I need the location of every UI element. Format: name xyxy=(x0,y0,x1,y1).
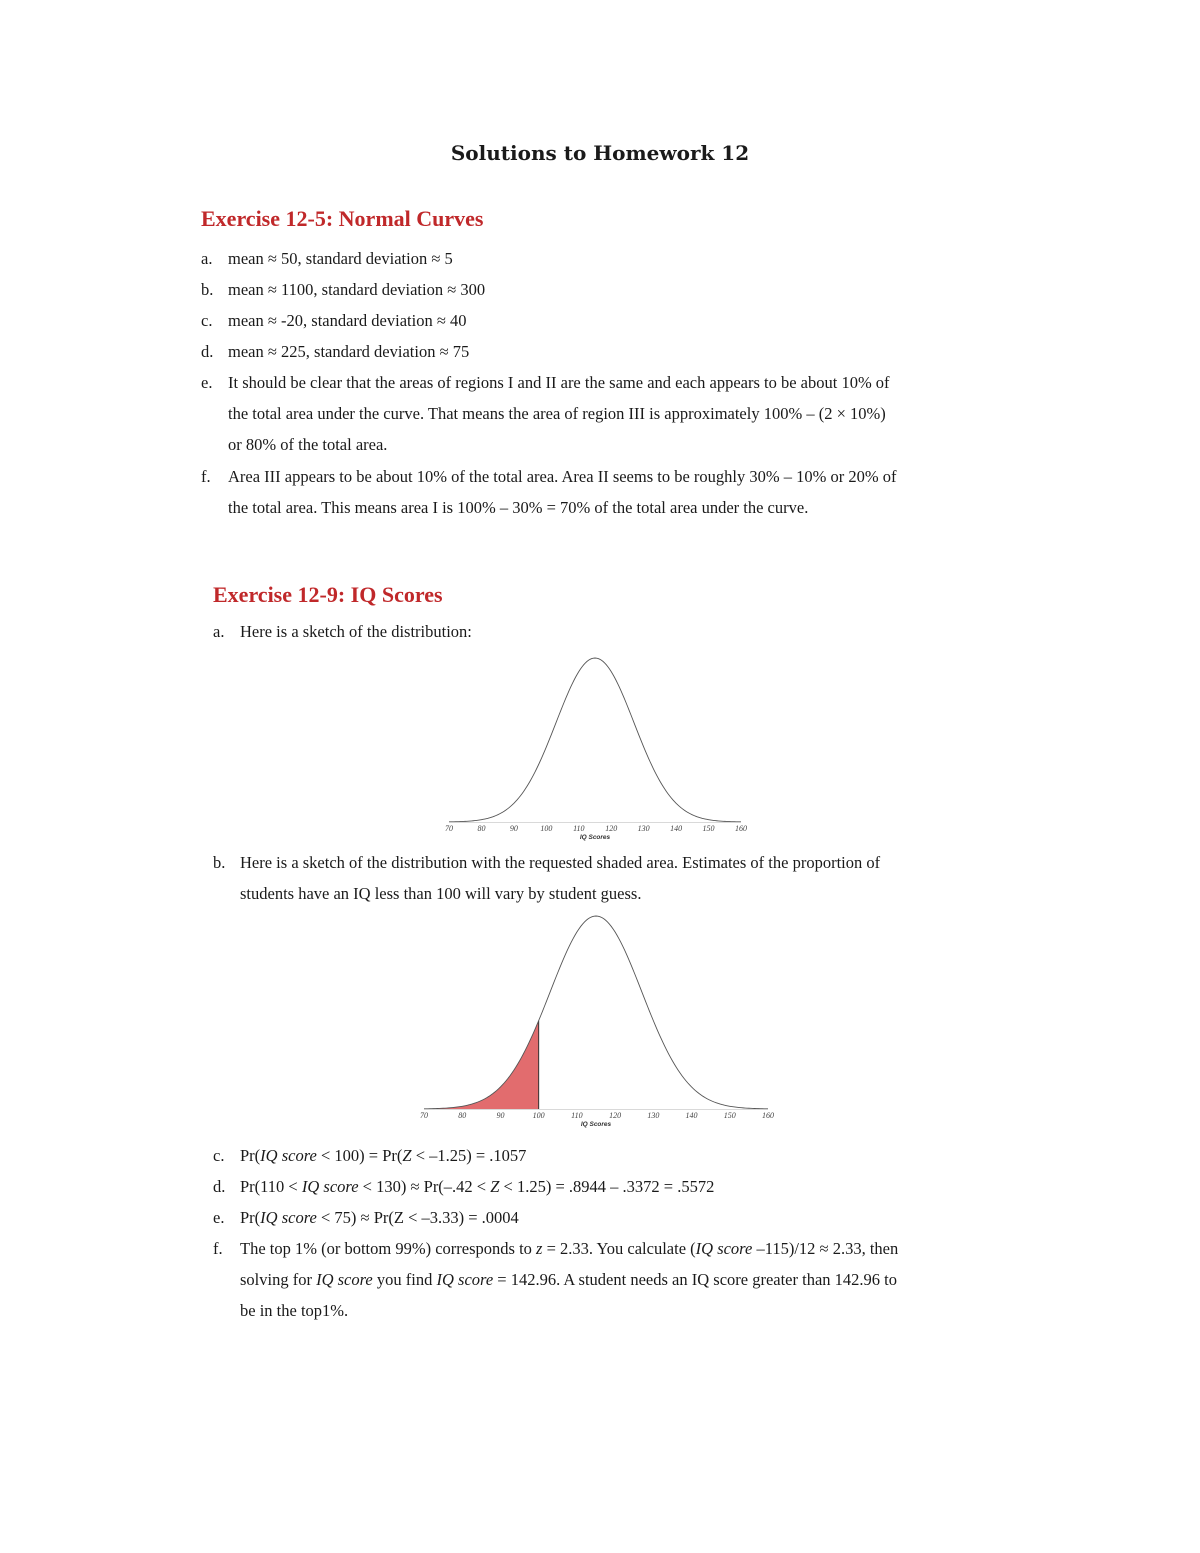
shaded-area xyxy=(424,1021,539,1109)
item-text-line: the total area. This means area I is 100% – 30% = 70% of the total area under the curve. xyxy=(228,498,809,517)
x-tick-label: 160 xyxy=(735,824,747,833)
item-label: e. xyxy=(213,1208,225,1227)
x-tick-label: 140 xyxy=(670,824,683,833)
x-tick-label: 150 xyxy=(723,1111,736,1120)
x-axis-label: IQ Scores xyxy=(580,1121,612,1128)
x-tick-label: 120 xyxy=(605,824,618,833)
item-text: mean ≈ 225, standard deviation ≈ 75 xyxy=(228,342,470,361)
x-tick-label: 150 xyxy=(702,824,715,833)
exercise-12-9-heading: Exercise 12-9: IQ Scores xyxy=(213,582,443,607)
x-tick-label: 80 xyxy=(477,824,486,833)
item-text: Pr(110 < IQ score < 130) ≈ Pr(–.42 < Z < 1.25) = .8944 – .3372 = .5572 xyxy=(240,1177,715,1196)
x-tick-label: 100 xyxy=(540,824,553,833)
exercise-12-5-heading: Exercise 12-5: Normal Curves xyxy=(201,206,484,231)
item-text: mean ≈ -20, standard deviation ≈ 40 xyxy=(228,311,467,330)
item-label: e. xyxy=(201,373,213,392)
x-tick-label: 90 xyxy=(509,824,518,833)
item-label: d. xyxy=(213,1177,226,1196)
x-tick-label: 70 xyxy=(445,824,453,833)
x-axis-label: IQ Scores xyxy=(579,834,611,841)
item-text-line: the total area under the curve. That means the area of region III is approximately 100% – (2 × 10%) xyxy=(228,404,886,423)
x-tick-label: 130 xyxy=(637,824,650,833)
x-tick-label: 110 xyxy=(573,824,585,833)
item-text-line: Here is a sketch of the distribution with the requested shaded area. Estimates of the proportion of xyxy=(240,853,881,872)
item-text: Here is a sketch of the distribution: xyxy=(240,622,472,641)
x-tick-label: 90 xyxy=(496,1111,505,1120)
item-text: mean ≈ 50, standard deviation ≈ 5 xyxy=(228,249,453,268)
x-tick-label: 160 xyxy=(762,1111,774,1120)
normal-curve-chart xyxy=(440,650,760,850)
item-text-line: Area III appears to be about 10% of the total area. Area II seems to be roughly 30% – 10% or 20% of xyxy=(228,467,897,486)
item-text-line: students have an IQ less than 100 will vary by student guess. xyxy=(240,884,642,903)
x-tick-label: 70 xyxy=(420,1111,428,1120)
item-text: Pr(IQ score < 75) ≈ Pr(Z < –3.33) = .0004 xyxy=(240,1208,519,1227)
item-text: Pr(IQ score < 100) = Pr(Z < –1.25) = .1057 xyxy=(240,1146,527,1165)
item-text-line: The top 1% (or bottom 99%) corresponds to z = 2.33. You calculate (IQ score –115)/12 ≈ 2.33, then xyxy=(240,1239,899,1258)
x-tick-label: 130 xyxy=(647,1111,660,1120)
item-label: f. xyxy=(201,467,211,486)
item-text-line: solving for IQ score you find IQ score = 142.96. A student needs an IQ score greater than 142.96 to xyxy=(240,1270,897,1289)
x-tick-label: 80 xyxy=(458,1111,467,1120)
item-label: b. xyxy=(213,853,226,872)
x-tick-label: 100 xyxy=(532,1111,545,1120)
item-label: c. xyxy=(213,1146,225,1165)
item-label: c. xyxy=(201,311,213,330)
x-tick-label: 140 xyxy=(685,1111,698,1120)
density-curve xyxy=(449,658,741,822)
item-label: b. xyxy=(201,280,214,299)
x-tick-label: 120 xyxy=(609,1111,622,1120)
shaded-normal-curve-chart xyxy=(415,910,785,1140)
item-text-line: be in the top1%. xyxy=(240,1301,349,1320)
item-label: a. xyxy=(201,249,213,268)
density-curve xyxy=(424,916,768,1109)
item-label: a. xyxy=(213,622,225,641)
page-title: Solutions to Homework 12 xyxy=(450,141,750,165)
item-text: mean ≈ 1100, standard deviation ≈ 300 xyxy=(228,280,486,299)
item-text-line: or 80% of the total area. xyxy=(228,435,388,454)
item-text-line: It should be clear that the areas of regions I and II are the same and each appears to be about 10% of xyxy=(228,373,890,392)
item-label: d. xyxy=(201,342,214,361)
item-label: f. xyxy=(213,1239,223,1258)
x-tick-label: 110 xyxy=(571,1111,583,1120)
